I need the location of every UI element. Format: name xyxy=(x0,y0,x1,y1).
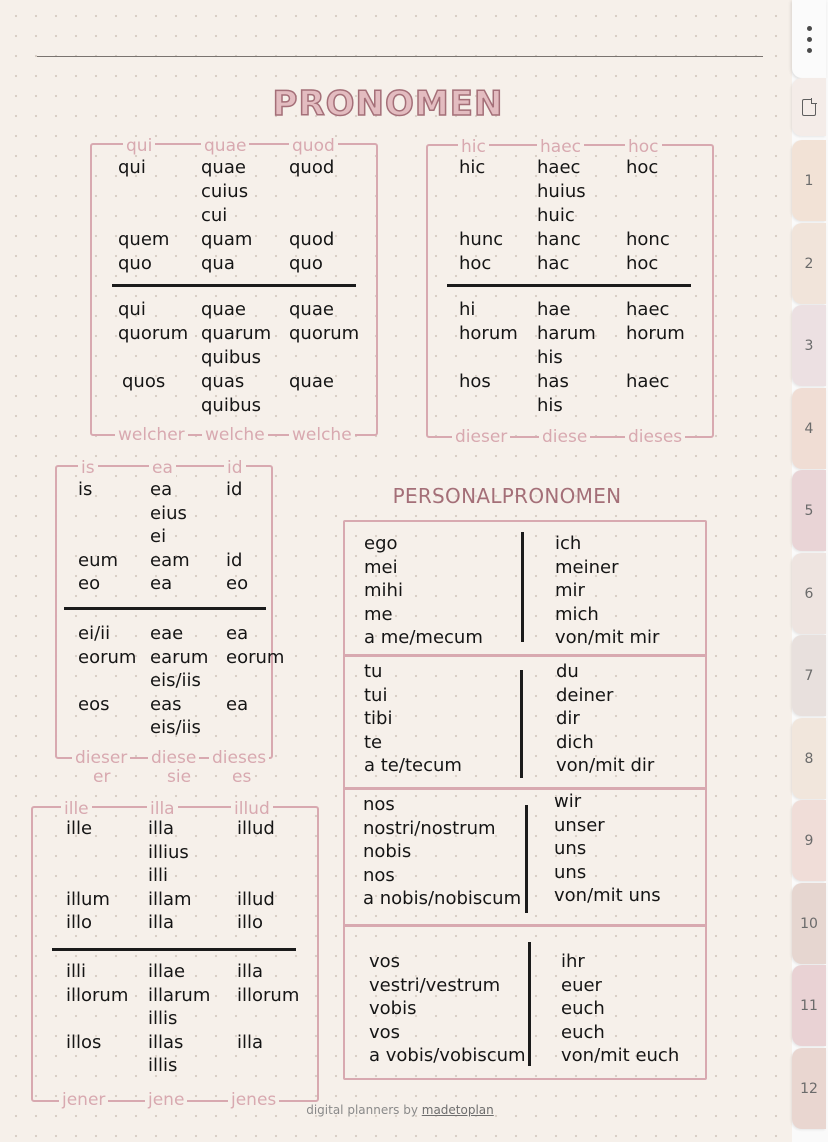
hic-singular-form: hunc xyxy=(459,229,504,250)
personal-row-divider xyxy=(343,787,706,790)
personal-german-form: du xyxy=(556,661,579,682)
hic-plural-form: harum xyxy=(537,323,596,344)
personal-row-divider xyxy=(343,654,706,657)
hic-singular-form: huius xyxy=(537,181,586,202)
hic-plural-form: hae xyxy=(537,299,571,320)
tab-8[interactable]: 8 xyxy=(792,718,826,799)
hic-singular-form: hic xyxy=(459,157,486,178)
personal-column-divider xyxy=(520,670,523,778)
ille-plural-form: illis xyxy=(148,1055,178,1076)
qui-singular-form: quam xyxy=(201,229,253,250)
qui-singular-form: quem xyxy=(118,229,170,250)
personal-german-form: dir xyxy=(556,708,580,729)
hic-footer-label: diese xyxy=(539,428,590,446)
qui-plural-form: quibus xyxy=(201,347,262,368)
is-plural-form: eorum xyxy=(226,647,285,668)
hic-plural-form: haec xyxy=(626,299,670,320)
qui-footer-label: welche xyxy=(289,426,355,444)
is-singular-form: eum xyxy=(78,550,119,571)
qui-plural-form: quarum xyxy=(201,323,272,344)
personal-column-divider xyxy=(525,805,528,913)
is-footer-label: es xyxy=(229,768,254,786)
document-icon xyxy=(802,99,816,116)
ille-singular-form: illo xyxy=(237,912,264,933)
is-singular-form: ei xyxy=(150,526,167,547)
ille-singular-form: illa xyxy=(148,818,175,839)
is-footer-label: er xyxy=(90,768,113,786)
hic-plural-form: haec xyxy=(626,371,670,392)
personal-german-form: uns xyxy=(554,838,587,859)
qui-singular-form: qua xyxy=(201,253,235,274)
personal-column-divider xyxy=(528,942,531,1066)
is-plural-form: ei/ii xyxy=(78,623,111,644)
personal-german-form: ich xyxy=(555,533,582,554)
personal-german-form: meiner xyxy=(555,556,619,578)
is-singular-form: is xyxy=(78,479,93,500)
personal-german-form: mir xyxy=(555,580,585,601)
is-singular-form: eo xyxy=(78,573,101,594)
qui-singular-form: quod xyxy=(289,157,335,178)
ille-header-label: illud xyxy=(231,800,273,818)
personal-latin-form: vos xyxy=(369,1021,401,1043)
is-plural-form: eis/iis xyxy=(150,717,201,738)
hic-number-divider xyxy=(447,284,691,287)
hic-plural-form: horum xyxy=(459,323,518,344)
qui-plural-form: quae xyxy=(289,299,334,320)
ille-footer-label: jener xyxy=(59,1091,108,1109)
qui-singular-form: quod xyxy=(289,229,335,250)
qui-singular-form: quo xyxy=(289,253,323,274)
personal-latin-form: vestri/vestrum xyxy=(369,974,501,996)
more-menu-button[interactable] xyxy=(792,0,826,78)
qui-singular-form: quae xyxy=(201,157,246,178)
qui-singular-form: cui xyxy=(201,205,228,226)
ille-plural-form: illorum xyxy=(237,985,300,1006)
personal-german-form: von/mit dir xyxy=(556,755,655,776)
hic-singular-form: hoc xyxy=(459,253,492,274)
is-footer-label: dieser xyxy=(72,749,130,767)
personal-german-form: von/mit euch xyxy=(561,1045,680,1066)
ille-plural-form: illos xyxy=(66,1032,102,1053)
personal-latin-form: a nobis/nobiscum xyxy=(363,888,522,909)
is-number-divider xyxy=(64,607,266,610)
personal-latin-form: nobis xyxy=(363,841,412,862)
is-plural-form: earum xyxy=(150,647,209,668)
ille-singular-form: illo xyxy=(66,912,93,933)
hic-singular-form: hac xyxy=(537,253,570,274)
is-plural-form: ea xyxy=(226,623,249,644)
hic-singular-form: huic xyxy=(537,205,575,226)
personal-pronouns-table xyxy=(343,520,707,1080)
personal-latin-form: nos xyxy=(363,794,395,815)
personal-latin-form: nostri/nostrum xyxy=(363,817,496,839)
tab-3[interactable]: 3 xyxy=(792,305,826,386)
hic-plural-form: his xyxy=(537,395,563,416)
qui-plural-form: quorum xyxy=(289,323,360,344)
is-plural-form: eas xyxy=(150,694,182,715)
is-singular-form: eam xyxy=(150,550,190,571)
personal-latin-form: te xyxy=(364,731,383,753)
tab-11[interactable]: 11 xyxy=(792,965,826,1046)
hic-footer-label: dieses xyxy=(625,428,685,446)
footer-prefix: digital planners by xyxy=(306,1103,422,1117)
qui-plural-form: quorum xyxy=(118,323,189,344)
personal-latin-form: me xyxy=(364,603,393,625)
ille-header-label: ille xyxy=(61,800,92,818)
personal-latin-form: vos xyxy=(369,951,401,972)
personal-german-form: unser xyxy=(554,814,605,836)
is-header-label: id xyxy=(224,459,246,477)
personal-latin-form: a me/mecum xyxy=(364,627,483,648)
ille-singular-form: illius xyxy=(148,842,189,863)
ille-singular-form: illum xyxy=(66,889,110,910)
hic-footer-label: dieser xyxy=(452,428,510,446)
personal-column-divider xyxy=(521,532,524,642)
ille-singular-form: illi xyxy=(148,865,169,886)
personal-latin-form: a vobis/vobiscum xyxy=(369,1045,526,1066)
ille-number-divider xyxy=(52,948,296,951)
qui-plural-form: qui xyxy=(118,299,146,320)
personal-latin-form: tibi xyxy=(364,708,393,729)
qui-singular-form: quo xyxy=(118,253,152,274)
footer-credit xyxy=(290,1103,510,1117)
qui-plural-form: quas xyxy=(201,371,245,392)
hic-plural-form: his xyxy=(537,347,563,368)
hic-header-label: haec xyxy=(537,138,584,156)
is-plural-form: eos xyxy=(78,694,110,715)
personal-german-form: deiner xyxy=(556,684,614,706)
is-singular-form: id xyxy=(226,479,243,500)
qui-plural-form: quae xyxy=(289,371,334,392)
is-footer-label: dieses xyxy=(209,749,269,767)
is-header-label: ea xyxy=(149,459,176,477)
personal-german-form: von/mit uns xyxy=(554,885,661,906)
ille-plural-form: illae xyxy=(148,961,186,982)
tab-document[interactable] xyxy=(792,78,826,136)
is-singular-form: ea xyxy=(150,573,173,594)
more-vertical-icon xyxy=(807,23,812,56)
qui-plural-form: quae xyxy=(201,299,246,320)
is-header-label: is xyxy=(78,459,98,477)
hic-plural-form: horum xyxy=(626,323,685,344)
is-singular-form: id xyxy=(226,550,243,571)
personal-pronouns-heading: PERSONALPRONOMEN xyxy=(392,484,622,508)
ille-plural-form: illarum xyxy=(148,985,211,1006)
hic-header-label: hic xyxy=(458,138,489,156)
qui-plural-form: quibus xyxy=(201,395,262,416)
ille-footer-label: jene xyxy=(145,1091,187,1109)
personal-latin-form: vobis xyxy=(369,998,417,1019)
is-plural-form: eis/iis xyxy=(150,670,201,691)
is-plural-form: eorum xyxy=(78,647,137,668)
ille-singular-form: illam xyxy=(148,889,192,910)
tab-10[interactable]: 10 xyxy=(792,883,826,964)
personal-german-form: uns xyxy=(554,861,587,883)
header-divider xyxy=(37,56,763,57)
hic-plural-form: hos xyxy=(459,371,491,392)
is-singular-form: eo xyxy=(226,573,249,594)
tab-1[interactable]: 1 xyxy=(792,140,826,221)
personal-german-form: euch xyxy=(561,998,605,1019)
ille-plural-form: illas xyxy=(148,1032,184,1053)
ille-footer-label: jenes xyxy=(228,1091,279,1109)
personal-german-form: ihr xyxy=(561,951,585,972)
ille-plural-form: illi xyxy=(66,961,87,982)
ille-singular-form: illud xyxy=(237,818,275,839)
qui-number-divider xyxy=(112,284,356,287)
ille-singular-form: illa xyxy=(148,912,175,933)
personal-german-form: von/mit mir xyxy=(555,627,660,648)
footer-brand-link[interactable]: madetoplan xyxy=(421,1103,494,1117)
hic-singular-form: haec xyxy=(537,157,581,178)
ille-plural-form: illa xyxy=(237,961,264,982)
hic-singular-form: honc xyxy=(626,229,670,250)
qui-singular-form: qui xyxy=(118,157,146,178)
personal-latin-form: tui xyxy=(364,684,388,706)
ille-singular-form: illud xyxy=(237,889,275,910)
personal-german-form: mich xyxy=(555,603,599,625)
personal-row-divider xyxy=(343,924,706,927)
tab-5[interactable]: 5 xyxy=(792,470,826,551)
qui-header-label: quae xyxy=(201,137,249,155)
tab-2[interactable]: 2 xyxy=(792,223,826,304)
is-singular-form: ea xyxy=(150,479,173,500)
is-footer-label: diese xyxy=(148,749,199,767)
hic-header-label: hoc xyxy=(625,138,662,156)
personal-german-form: wir xyxy=(554,791,582,812)
qui-plural-form: quos xyxy=(122,371,166,392)
personal-latin-form: tu xyxy=(364,661,383,682)
qui-header-label: quod xyxy=(289,137,338,155)
tab-9[interactable]: 9 xyxy=(792,800,826,881)
personal-german-form: euer xyxy=(561,974,602,996)
is-singular-form: eius xyxy=(150,503,187,524)
qui-footer-label: welche xyxy=(202,426,268,444)
hic-singular-form: hoc xyxy=(626,157,659,178)
planner-sidebar xyxy=(792,0,828,1142)
ille-singular-form: ille xyxy=(66,818,93,839)
personal-latin-form: mei xyxy=(364,556,398,578)
personal-latin-form: ego xyxy=(364,533,398,554)
is-plural-form: ea xyxy=(226,694,249,715)
ille-plural-form: illa xyxy=(237,1032,264,1053)
personal-german-form: dich xyxy=(556,731,594,753)
personal-latin-form: nos xyxy=(363,864,395,886)
tab-12[interactable]: 12 xyxy=(792,1048,826,1129)
ille-header-label: illa xyxy=(147,800,178,818)
qui-singular-form: cuius xyxy=(201,181,249,202)
hic-plural-form: hi xyxy=(459,299,476,320)
personal-german-form: euch xyxy=(561,1021,605,1043)
ille-plural-form: illorum xyxy=(66,985,129,1006)
is-footer-label: sie xyxy=(164,768,194,786)
tab-4[interactable]: 4 xyxy=(792,388,826,469)
hic-singular-form: hanc xyxy=(537,229,581,250)
hic-singular-form: hoc xyxy=(626,253,659,274)
qui-footer-label: welcher xyxy=(115,426,188,444)
hic-plural-form: has xyxy=(537,371,569,392)
tab-6[interactable]: 6 xyxy=(792,553,826,634)
page-title: PRONOMEN xyxy=(272,84,504,124)
qui-header-label: qui xyxy=(123,137,155,155)
is-plural-form: eae xyxy=(150,623,184,644)
ille-plural-form: illis xyxy=(148,1008,178,1029)
tab-7[interactable]: 7 xyxy=(792,635,826,716)
personal-latin-form: a te/tecum xyxy=(364,755,462,776)
personal-latin-form: mihi xyxy=(364,580,403,601)
